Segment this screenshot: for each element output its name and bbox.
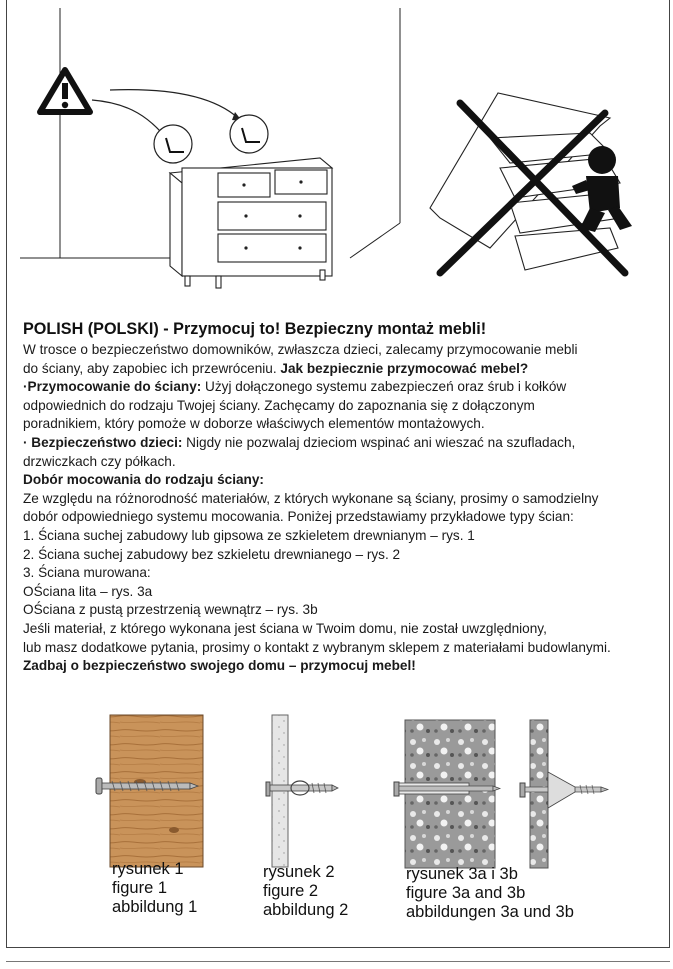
bracket-detail: [154, 115, 268, 163]
figure-3a-masonry-plug: [394, 720, 500, 868]
wall-type-item: OŚciana lita – rys. 3a: [23, 583, 153, 599]
figure-1-caption: rysunek 1 figure 1 abbildung 1: [112, 860, 198, 916]
figure-3b-hollow-anchor: [520, 720, 608, 868]
figures-row: [0, 712, 673, 942]
child-safety-line-1: · Bezpieczeństwo dzieci: Nigdy nie pozwalaj dzieciom wspinać ani wieszać na szufladach,: [23, 434, 576, 450]
wall-type-line-2: dobór odpowiedniego systemu mocowania. Poniżej przedstawiamy przykładowe typy ścian:: [23, 509, 574, 525]
bottom-rule: [6, 961, 670, 962]
page-title: POLISH (POLSKI) - Przymocuj to! Bezpieczny montaż mebli!: [23, 320, 487, 338]
wall-type-item: OŚciana z pustą przestrzenią wewnątrz – rys. 3b: [23, 602, 318, 618]
intro-line-1: W trosce o bezpieczeństwo domowników, zwłaszcza dzieci, zalecamy przymocowanie mebli: [23, 342, 578, 357]
wall-type-heading: Dobór mocowania do rodzaju ściany:: [23, 472, 264, 488]
wall-type-item: 1. Ściana suchej zabudowy lub gipsowa ze szkieletem drewnianym – rys. 1: [23, 527, 475, 543]
outro-line-1: Jeśli materiał, z którego wykonana jest ściana w Twoim domu, nie został uwzględniony,: [23, 620, 547, 636]
outro-line-2: lub masz dodatkowe pytania, prosimy o kontakt z wybranym sklepem z materiałami budowlanymi.: [23, 639, 611, 655]
intro-line-2: do ściany, aby zapobiec ich przewróceniu. Jak bezpiecznie przymocować mebel?: [23, 360, 529, 376]
figure-2-drywall-anchor: [266, 715, 338, 867]
wall-type-line-1: Ze względu na różnorodność materiałów, z których wykonane są ściany, prosimy o samodzielny: [23, 490, 599, 506]
safety-illustration: [20, 8, 650, 298]
closing-line: Zadbaj o bezpieczeństwo swojego domu – przymocuj mebel!: [23, 658, 416, 674]
wall-type-item: 2. Ściana suchej zabudowy bez szkieletu drewnianego – rys. 2: [23, 546, 401, 562]
instructions-text: [23, 318, 663, 676]
child-safety-line-2: drzwiczkach czy półkach.: [23, 453, 176, 469]
wall-type-item: 3. Ściana murowana:: [23, 565, 151, 581]
figure-1-wood-screw: [96, 715, 203, 867]
figure-3-caption: rysunek 3a i 3b figure 3a and 3b abbildungen 3a und 3b: [406, 865, 574, 921]
wall-mount-line-3: poradnikiem, który pomoże w doborze właściwych elementów montażowych.: [23, 416, 485, 432]
wall-mount-line-1: ·Przymocowanie do ściany: Użyj dołączonego systemu zabezpieczeń oraz śrub i kołków: [23, 379, 567, 395]
dresser: [170, 158, 332, 288]
figure-2-caption: rysunek 2 figure 2 abbildung 2: [263, 863, 349, 919]
warning-icon: [40, 70, 90, 112]
wall-mount-line-2: odpowiednich do rodzaju Twojej ściany. Zachęcamy do zapoznania się z dołączonym: [23, 397, 535, 413]
